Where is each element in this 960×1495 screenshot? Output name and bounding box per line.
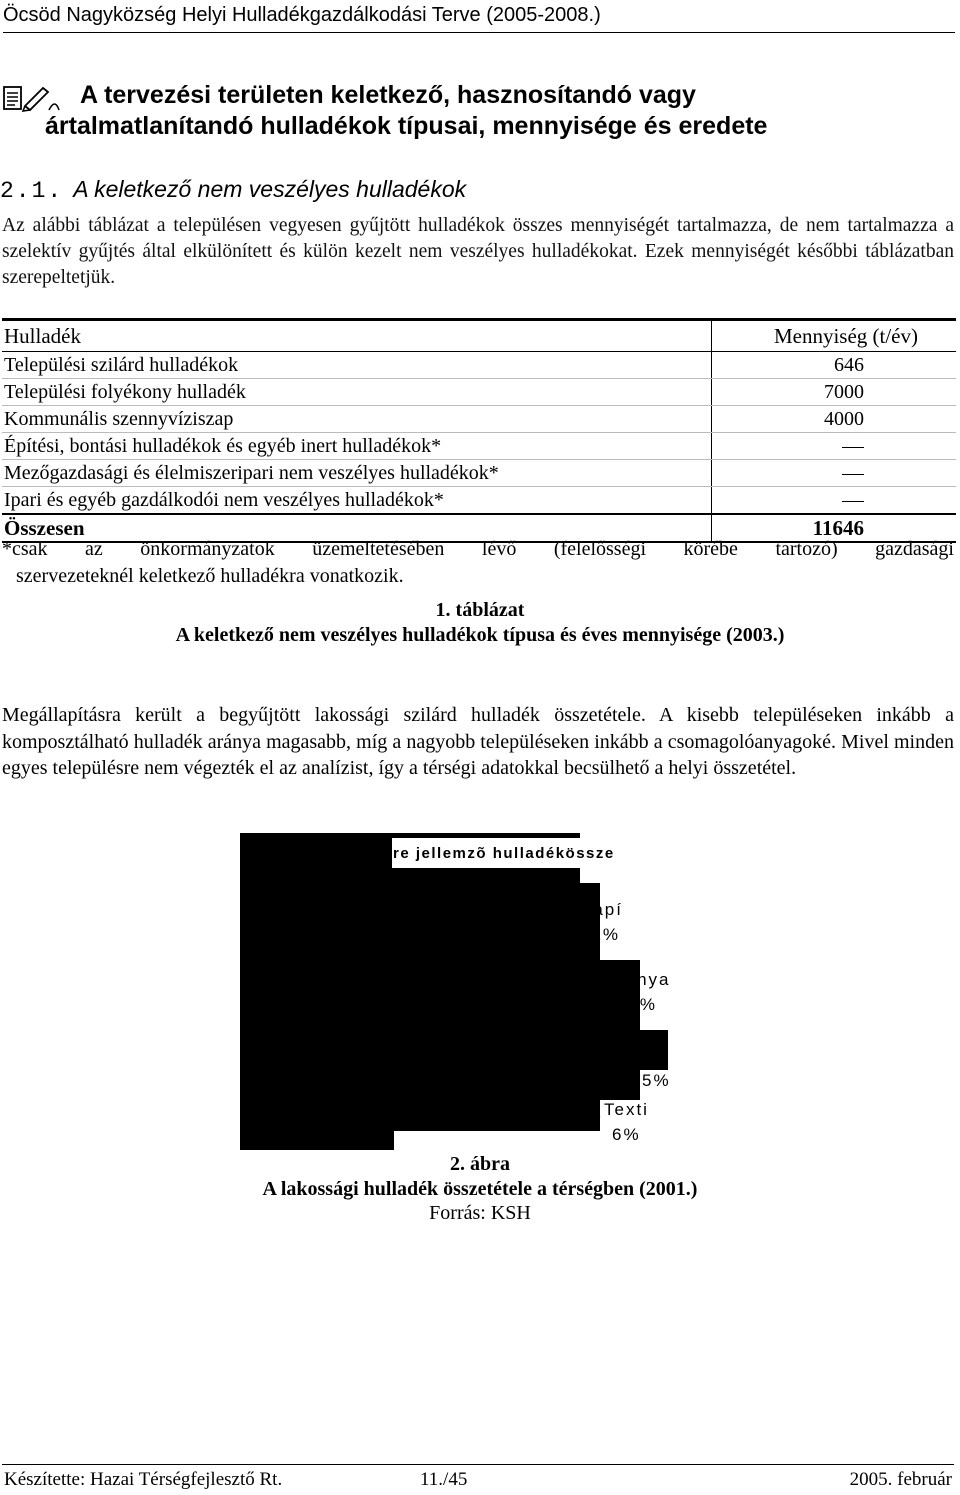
figure-title: A lakossági hulladék összetétele a térségben (2001.): [262, 1177, 698, 1200]
slice-label-name: Mûanya: [598, 970, 671, 989]
figure-caption: [0, 1152, 960, 1226]
row-amount: 4000: [712, 406, 957, 433]
section-title: [45, 80, 940, 142]
slice-label-name: Texti: [604, 1100, 649, 1119]
row-waste-name: Települési folyékony hulladék: [2, 379, 712, 406]
header-amount: Mennyiség (t/év): [712, 320, 957, 352]
slice-label-name: Üve: [634, 1047, 671, 1066]
row-waste-name: Mezőgazdasági és élelmiszeripari nem veszélyes hulladékok*: [2, 460, 712, 487]
row-waste-name: Ipari és egyéb gazdálkodói nem veszélyes hulladékok*: [2, 487, 712, 515]
footer-page-number: 11./45: [420, 1469, 468, 1490]
row-amount: [712, 433, 957, 460]
running-header: Öcsöd Nagyközség Helyi Hulladékgazdálkodási Terve (2005-2008.): [3, 2, 955, 33]
table-caption: [0, 598, 960, 648]
table-header-row: [2, 320, 956, 352]
row-waste-name: Építési, bontási hulladékok és egyéb inert hulladékok*: [2, 433, 712, 460]
pie-chart: [0, 830, 960, 1150]
intro-paragraph: Az alábbi táblázat a településen vegyesen gyűjtött hulladékok összes mennyiségét tartalmazza, de nem tartalmazza a szelektív gyűjtés által elkülönített és külön kezelt nem veszélyes hulladékokat. Ezek mennyiségét későbbi táblázatban szerepeltetjük.: [2, 215, 954, 288]
row-amount: [712, 487, 957, 515]
no-data-dash: [842, 474, 864, 475]
footer-author: Készítette: Hazai Térségfejlesztő Rt.: [4, 1469, 283, 1490]
table-row: [2, 406, 956, 433]
row-amount: [712, 460, 957, 487]
figure-number: 2. ábra: [450, 1153, 510, 1175]
subsection-number: 2.1.: [0, 178, 64, 204]
composition-paragraph: Megállapításra került a begyűjtött lakossági szilárd hulladék összetétele. A kisebb településeken inkább a komposztálható hulladék aránya magasabb, míg a nagyobb településeken inkább a csomagolóanyagoké. Mivel minden egyes településre nem végezték el az analízist, így a térségi adatokkal becsülhető a helyi összetétel.: [2, 704, 954, 779]
row-waste-name: Települési szilárd hulladékok: [2, 352, 712, 379]
footer-date: 2005. február: [849, 1469, 952, 1490]
subsection-heading: [0, 174, 940, 206]
footnote-line2: szervezeteknél keletkező hulladékra vonatkozik.: [16, 565, 404, 587]
table-footnote: [2, 536, 954, 590]
subsection-title: A keletkező nem veszélyes hulladékok: [73, 176, 467, 202]
table-caption-title: A keletkező nem veszélyes hulladékok típusa és éves mennyisége (2003.): [175, 624, 785, 646]
waste-table: [2, 318, 956, 543]
chart-dark-area: [240, 883, 600, 1131]
slice-label-name: Papí: [580, 900, 623, 919]
no-data-dash: [842, 501, 864, 502]
header-waste: Hulladék: [2, 320, 712, 352]
no-data-dash: [842, 447, 864, 448]
section-title-line2: ártalmatlanítandó hulladékok típusai, mennyisége és eredete: [45, 112, 768, 140]
chart-dark-area: [600, 1070, 640, 1100]
row-amount: 646: [712, 352, 957, 379]
figure-source: Forrás: KSH: [429, 1202, 531, 1224]
table-row: [2, 460, 956, 487]
table-caption-number: 1. táblázat: [435, 599, 525, 621]
row-amount: 7000: [712, 379, 957, 406]
table-row: [2, 352, 956, 379]
total-amount: 11646: [712, 514, 957, 542]
footnote-line1: *csak az önkormányzatok üzemeltetésében lévő (felelősségi körébe tartozó) gazdasági: [2, 538, 954, 560]
row-waste-name: Kommunális szennyvíziszap: [2, 406, 712, 433]
table-row: [2, 487, 956, 515]
document-pen-icon: [3, 84, 73, 112]
table-row: [2, 433, 956, 460]
total-label: Összesen: [2, 514, 712, 542]
table-row: [2, 379, 956, 406]
section-title-line1: A tervezési területen keletkező, hasznosítandó vagy: [80, 81, 696, 109]
slice-label-value: 12%: [617, 995, 658, 1014]
chart-title: re jellemzõ hulladékössze: [393, 845, 615, 862]
slice-label-value: 21%: [580, 925, 621, 944]
slice-label-value: 6%: [612, 1125, 641, 1144]
slice-label-value: 5%: [642, 1071, 671, 1090]
page-footer: [2, 1464, 954, 1493]
